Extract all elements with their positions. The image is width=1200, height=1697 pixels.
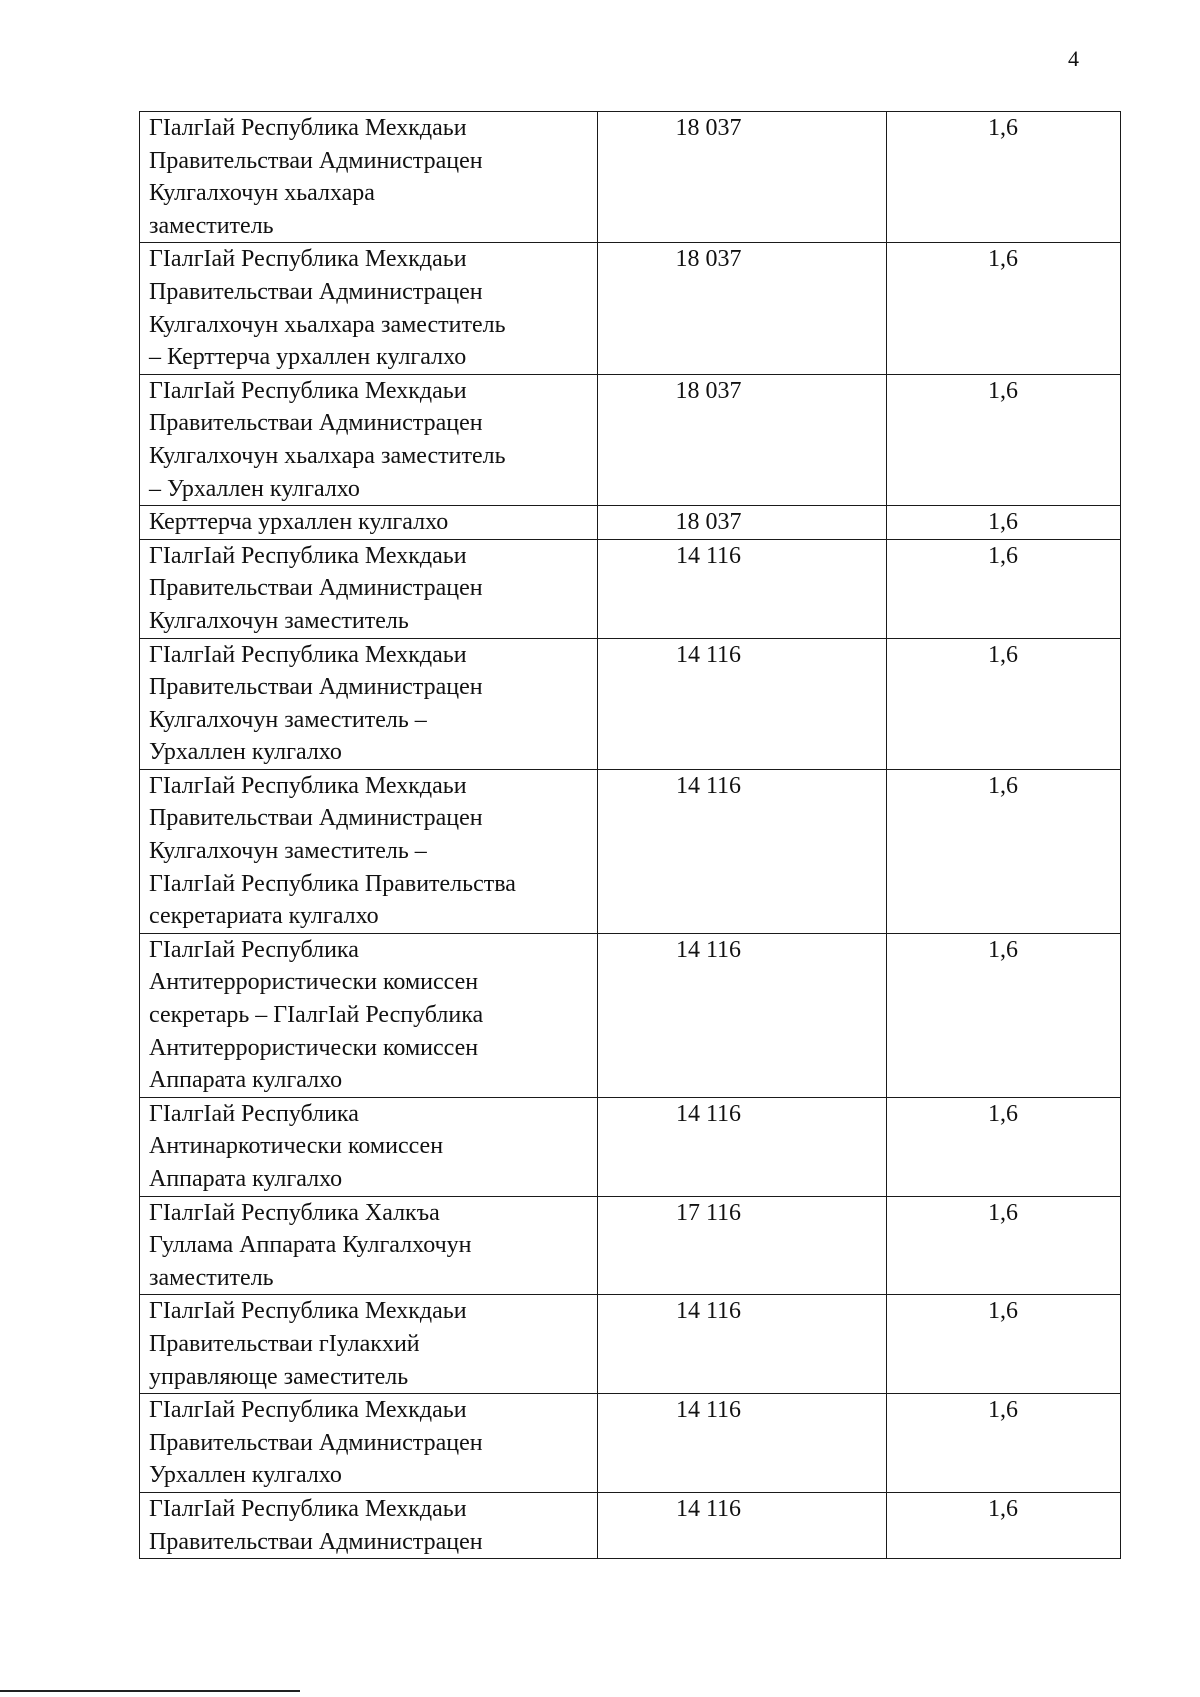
position-cell: ГӀалгӀай Республика Мехкдаьи Правительстваи Администрацен Кулгалхочун заместитель – ГӀалгӀай Республика Правительства секретариата кулгалхо	[140, 769, 598, 933]
position-cell: ГӀалгӀай Республика Мехкдаьи Правительстваи Администрацен	[140, 1492, 598, 1558]
table-row	[140, 769, 1121, 933]
position-cell: ГӀалгӀай Республика Мехкдаьи Правительстваи Администрацен Кулгалхочун заместитель – Урхаллен кулгалхо	[140, 638, 598, 769]
salary-cell: 18 037	[598, 506, 887, 540]
salary-cell: 14 116	[598, 1492, 887, 1558]
position-cell: ГӀалгӀай Республика Антитеррористически комиссен секретарь – ГӀалгӀай Республика Антитеррористически комиссен Аппарата кулгалхо	[140, 933, 598, 1097]
table-row	[140, 638, 1121, 769]
table-row	[140, 1295, 1121, 1394]
coefficient-cell: 1,6	[887, 243, 1121, 374]
position-cell: ГӀалгӀай Республика Антинаркотически комиссен Аппарата кулгалхо	[140, 1097, 598, 1196]
table-row	[140, 374, 1121, 505]
coefficient-cell: 1,6	[887, 933, 1121, 1097]
table-row	[140, 1196, 1121, 1295]
salary-cell: 14 116	[598, 1097, 887, 1196]
salary-cell: 14 116	[598, 638, 887, 769]
salary-cell: 18 037	[598, 112, 887, 243]
salary-cell: 17 116	[598, 1196, 887, 1295]
table-row	[140, 506, 1121, 540]
table-row	[140, 243, 1121, 374]
position-cell: Керттерча урхаллен кулгалхо	[140, 506, 598, 540]
table-row	[140, 1097, 1121, 1196]
position-cell: ГӀалгӀай Республика Мехкдаьи Правительстваи Администрацен Кулгалхочун хьалхара заместитель	[140, 112, 598, 243]
salary-cell: 14 116	[598, 1394, 887, 1493]
position-cell: ГӀалгӀай Республика Мехкдаьи Правительстваи Администрацен Кулгалхочун заместитель	[140, 539, 598, 638]
salary-table	[139, 111, 1121, 1559]
coefficient-cell: 1,6	[887, 1394, 1121, 1493]
table-row	[140, 1394, 1121, 1493]
coefficient-cell: 1,6	[887, 1196, 1121, 1295]
salary-cell: 18 037	[598, 374, 887, 505]
position-cell: ГӀалгӀай Республика Мехкдаьи Правительстваи гӀулакхий управляюще заместитель	[140, 1295, 598, 1394]
coefficient-cell: 1,6	[887, 769, 1121, 933]
coefficient-cell: 1,6	[887, 638, 1121, 769]
table-row	[140, 539, 1121, 638]
position-cell: ГӀалгӀай Республика Мехкдаьи Правительстваи Администрацен Урхаллен кулгалхо	[140, 1394, 598, 1493]
coefficient-cell: 1,6	[887, 539, 1121, 638]
table-row	[140, 112, 1121, 243]
coefficient-cell: 1,6	[887, 1097, 1121, 1196]
position-cell: ГӀалгӀай Республика Халкъа Гуллама Аппарата Кулгалхочун заместитель	[140, 1196, 598, 1295]
salary-cell: 14 116	[598, 1295, 887, 1394]
coefficient-cell: 1,6	[887, 1492, 1121, 1558]
scan-edge-line	[0, 1690, 300, 1692]
coefficient-cell: 1,6	[887, 374, 1121, 505]
coefficient-cell: 1,6	[887, 1295, 1121, 1394]
table-row	[140, 1492, 1121, 1558]
salary-cell: 14 116	[598, 769, 887, 933]
page-number: 4	[1068, 46, 1079, 71]
position-cell: ГӀалгӀай Республика Мехкдаьи Правительстваи Администрацен Кулгалхочун хьалхара заместитель – Урхаллен кулгалхо	[140, 374, 598, 505]
salary-cell: 14 116	[598, 539, 887, 638]
coefficient-cell: 1,6	[887, 506, 1121, 540]
salary-cell: 14 116	[598, 933, 887, 1097]
coefficient-cell: 1,6	[887, 112, 1121, 243]
position-cell: ГӀалгӀай Республика Мехкдаьи Правительстваи Администрацен Кулгалхочун хьалхара заместитель – Керттерча урхаллен кулгалхо	[140, 243, 598, 374]
table-row	[140, 933, 1121, 1097]
salary-cell: 18 037	[598, 243, 887, 374]
